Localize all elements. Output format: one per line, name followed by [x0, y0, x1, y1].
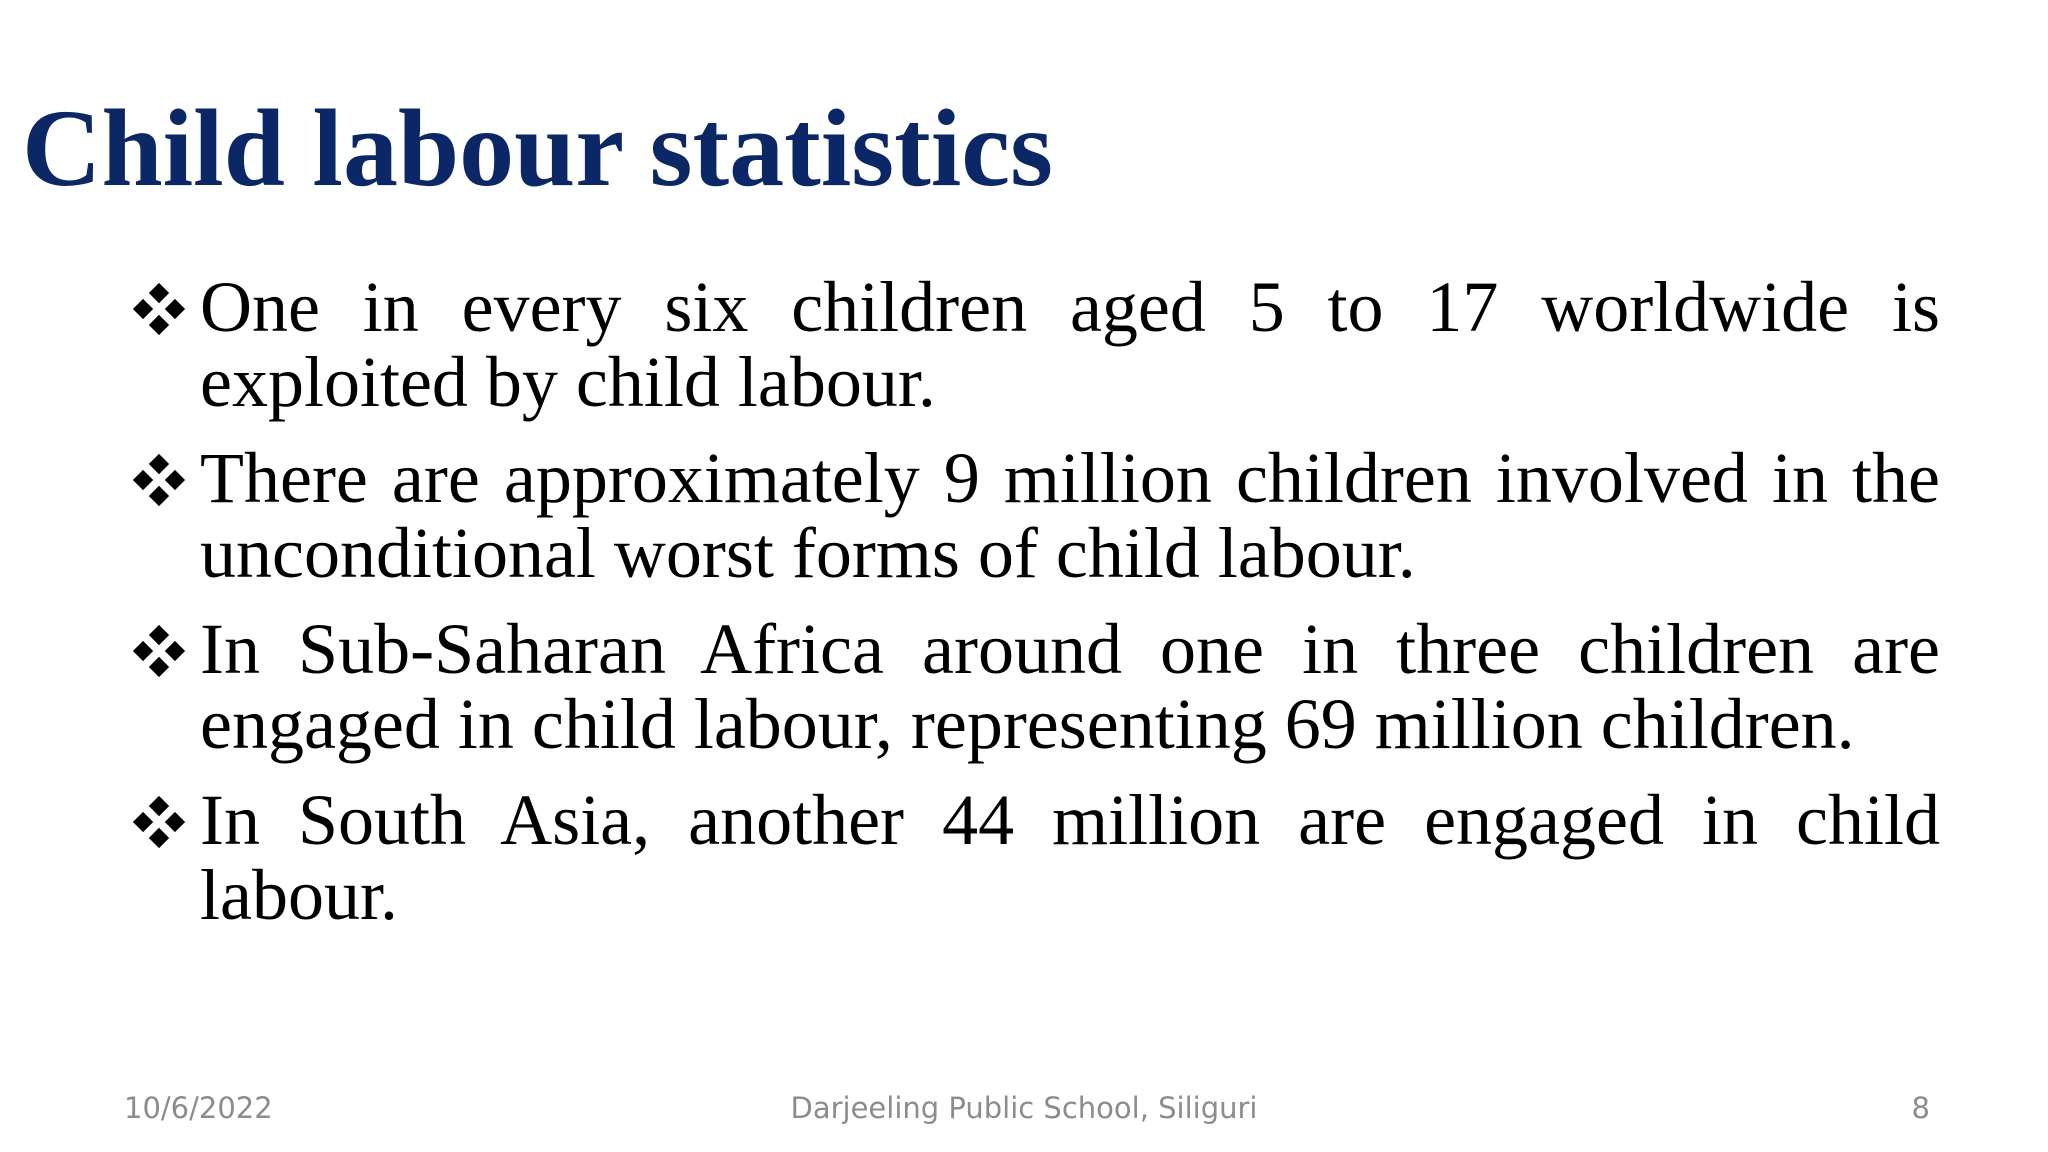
bullet-text: There are approximately 9 million children involved in the unconditional worst forms of child labour. — [200, 438, 1940, 593]
bullet-text: One in every six children aged 5 to 17 worldwide is exploited by child labour. — [200, 267, 1940, 422]
footer-date: 10/6/2022 — [124, 1091, 273, 1125]
bullet-item — [130, 780, 1940, 935]
diamond-bullet-icon — [130, 793, 188, 851]
diamond-bullet-icon — [130, 622, 188, 680]
footer-page-number: 8 — [1911, 1091, 1930, 1125]
bullet-text: In Sub-Saharan Africa around one in three children are engaged in child labour, representing 69 million children. — [200, 609, 1940, 764]
bullet-item — [130, 267, 1940, 422]
diamond-bullet-icon — [130, 451, 188, 509]
footer-organization: Darjeeling Public School, Siliguri — [790, 1091, 1258, 1125]
bullet-text: In South Asia, another 44 million are engaged in child labour. — [200, 780, 1940, 935]
diamond-bullet-icon — [130, 280, 188, 338]
bullet-list — [130, 267, 1940, 954]
bullet-item — [130, 609, 1940, 764]
bullet-item — [130, 438, 1940, 593]
slide-title: Child labour statistics — [22, 87, 1053, 209]
